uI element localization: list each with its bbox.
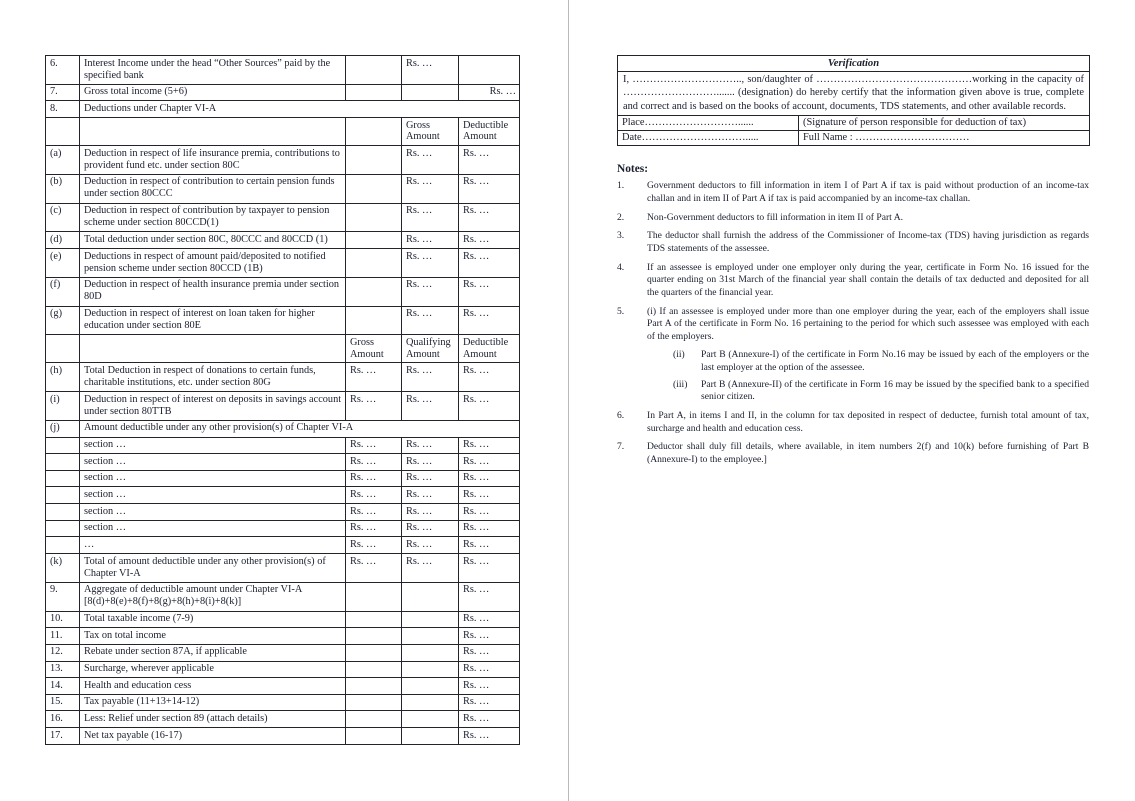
amount-cell-deductible[interactable]: Rs. … <box>459 504 520 521</box>
place-field-label[interactable]: Place………………………...... <box>618 116 799 131</box>
amount-cell-deductible[interactable]: Rs. … <box>459 363 520 392</box>
notes-list <box>617 180 1089 466</box>
note-item <box>617 230 1089 255</box>
row-item-number <box>46 470 80 487</box>
row-item-number: 8. <box>46 101 80 118</box>
table-row <box>46 363 520 392</box>
column-header-deductible-amount: Deductible Amount <box>459 335 520 363</box>
note-marker: 7. <box>617 441 625 453</box>
amount-cell-gross[interactable] <box>346 694 402 711</box>
row-description: Total of amount deductible under any other provision(s) of Chapter VI-A <box>80 554 346 583</box>
amount-cell-deductible[interactable]: Rs. … <box>459 277 520 306</box>
full-name-field-label[interactable]: Full Name : …………………………… <box>799 131 1090 146</box>
note-sub-text: Part B (Annexure-I) of the certificate in Form No.16 may be issued by each of the employers or the last employer at the option of the assessee. <box>701 349 1089 374</box>
row-description: section … <box>80 487 346 504</box>
row-item-number <box>46 520 80 537</box>
note-text: Non-Government deductors to fill information in item II of Part A. <box>647 211 904 223</box>
table-row <box>46 678 520 695</box>
table-row <box>46 582 520 611</box>
table-row <box>46 537 520 554</box>
row-description: Total Deduction in respect of donations to certain funds, charitable institutions, etc. under section 80G <box>80 363 346 392</box>
amount-cell-gross[interactable]: Rs. … <box>346 470 402 487</box>
amount-cell-gross[interactable]: Rs. … <box>346 454 402 471</box>
notes-heading: Notes: <box>617 163 648 176</box>
amount-cell-qualifying[interactable]: Rs. … <box>402 520 459 537</box>
row-item-number <box>46 454 80 471</box>
amount-cell-deductible[interactable]: Rs. … <box>459 611 520 628</box>
amount-cell-gross[interactable] <box>346 84 402 101</box>
amount-cell-gross[interactable]: Rs. … <box>346 554 402 583</box>
right-page-column <box>617 55 1089 473</box>
column-header-gross-amount: Gross Amount <box>402 118 459 146</box>
amount-cell-deductible[interactable]: Rs. … <box>459 678 520 695</box>
row-item-number <box>46 118 80 146</box>
form-table-body <box>46 56 520 745</box>
table-row <box>46 84 520 101</box>
row-item-number <box>46 504 80 521</box>
row-description: Deductions in respect of amount paid/deposited to notified pension scheme under section 80CCD (1B) <box>80 249 346 278</box>
amount-cell-deductible[interactable]: Rs. … <box>459 249 520 278</box>
row-item-number: (e) <box>46 249 80 278</box>
amount-cell-gross[interactable] <box>346 232 402 249</box>
amount-cell-deductible[interactable]: Rs. … <box>459 392 520 421</box>
amount-cell-qualifying[interactable]: Rs. … <box>402 232 459 249</box>
row-item-number: 17. <box>46 728 80 745</box>
amount-cell-deductible[interactable] <box>459 56 520 85</box>
table-row <box>46 420 520 437</box>
amount-cell-qualifying[interactable]: Rs. … <box>402 306 459 335</box>
row-description: section … <box>80 520 346 537</box>
note-text: If an assessee is employed under one employer only during the year, certificate in Form No. 16 issued for the quarter ending on 31st March of the financial year shall contain the details of tax deducted and deposited for all the quarters of the financial year. <box>647 261 1089 298</box>
table-row <box>46 306 520 335</box>
amount-cell-qualifying[interactable] <box>402 728 459 745</box>
amount-cell-gross[interactable] <box>346 249 402 278</box>
row-item-number: (k) <box>46 554 80 583</box>
amount-cell-qualifying[interactable] <box>402 661 459 678</box>
amount-cell-qualifying[interactable] <box>402 711 459 728</box>
page-divider <box>568 0 569 801</box>
note-marker: 1. <box>617 180 625 192</box>
amount-cell-deductible[interactable]: Rs. … <box>459 520 520 537</box>
table-row <box>46 454 520 471</box>
amount-cell-deductible[interactable]: Rs. … <box>459 454 520 471</box>
amount-cell-gross[interactable] <box>346 582 402 611</box>
note-marker: 6. <box>617 410 625 422</box>
table-row <box>46 711 520 728</box>
amount-cell-deductible[interactable]: Rs. … <box>459 711 520 728</box>
chapter-via-deductions-table <box>45 55 520 745</box>
note-item <box>617 441 1089 466</box>
amount-cell-deductible[interactable]: Rs. … <box>459 537 520 554</box>
table-row <box>46 249 520 278</box>
verification-place-row <box>618 116 1090 131</box>
note-sub-item <box>673 379 1089 404</box>
amount-cell-qualifying[interactable]: Rs. … <box>402 249 459 278</box>
row-description: … <box>80 537 346 554</box>
row-description: Less: Relief under section 89 (attach details) <box>80 711 346 728</box>
verification-body-text: I, ………………………….., son/daughter of ………………………………………working in the capacity of ………………………....... (designation) do hereby certify that the information given above is true, complete and correct and is based on the books of account, documents, TDS statements, and other available records. <box>618 72 1090 116</box>
row-item-number <box>46 335 80 363</box>
table-row <box>46 661 520 678</box>
table-row <box>46 437 520 454</box>
amount-cell-qualifying[interactable]: Rs. … <box>402 487 459 504</box>
note-marker: 2. <box>617 211 625 223</box>
row-item-number: 14. <box>46 678 80 695</box>
row-description: Interest Income under the head “Other Sources” paid by the specified bank <box>80 56 346 85</box>
table-row <box>46 232 520 249</box>
amount-cell-qualifying[interactable]: Rs. … <box>402 454 459 471</box>
row-description: Tax payable (11+13+14-12) <box>80 694 346 711</box>
note-marker: 3. <box>617 230 625 242</box>
amount-cell-gross[interactable] <box>346 56 402 85</box>
table-row <box>46 392 520 421</box>
row-description: section … <box>80 504 346 521</box>
row-item-number: (c) <box>46 203 80 232</box>
amount-cell-qualifying[interactable]: Rs. … <box>402 277 459 306</box>
table-row <box>46 174 520 203</box>
table-row <box>46 118 520 146</box>
row-description: section … <box>80 470 346 487</box>
row-item-number: 15. <box>46 694 80 711</box>
note-item <box>617 180 1089 205</box>
row-description: Deductions under Chapter VI-A <box>80 101 520 118</box>
date-field-label[interactable]: Date…………………………..... <box>618 131 799 146</box>
col-a-cell <box>346 118 402 146</box>
amount-cell-gross[interactable]: Rs. … <box>346 487 402 504</box>
table-row <box>46 504 520 521</box>
note-sub-text: Part B (Annexure-II) of the certificate in Form 16 may be issued by the specified bank to a specified senior citizen. <box>701 378 1089 403</box>
amount-cell-gross[interactable]: Rs. … <box>346 537 402 554</box>
row-description <box>80 335 346 363</box>
row-item-number: (i) <box>46 392 80 421</box>
amount-cell-qualifying[interactable]: Rs. … <box>402 470 459 487</box>
amount-cell-qualifying[interactable]: Rs. … <box>402 146 459 175</box>
amount-cell-qualifying[interactable]: Rs. … <box>402 363 459 392</box>
amount-cell-qualifying[interactable] <box>402 611 459 628</box>
note-item <box>617 306 1089 405</box>
table-row <box>46 694 520 711</box>
note-item <box>617 262 1089 300</box>
row-description: Total taxable income (7-9) <box>80 611 346 628</box>
amount-cell-deductible[interactable]: Rs. … <box>459 694 520 711</box>
amount-cell-qualifying[interactable]: Rs. … <box>402 537 459 554</box>
row-description: Health and education cess <box>80 678 346 695</box>
table-row <box>46 203 520 232</box>
amount-cell-gross[interactable] <box>346 146 402 175</box>
amount-cell-qualifying[interactable]: Rs. … <box>402 504 459 521</box>
amount-cell-gross[interactable]: Rs. … <box>346 504 402 521</box>
amount-cell-deductible[interactable]: Rs. … <box>459 232 520 249</box>
row-item-number <box>46 537 80 554</box>
amount-cell-qualifying[interactable]: Rs. … <box>402 437 459 454</box>
row-description: Rebate under section 87A, if applicable <box>80 644 346 661</box>
amount-cell-qualifying[interactable]: Rs. … <box>402 203 459 232</box>
column-header-qualifying-amount: Qualifying Amount <box>402 335 459 363</box>
row-description: Aggregate of deductible amount under Chapter VI-A [8(d)+8(e)+8(f)+8(g)+8(h)+8(i)+8(k)] <box>80 582 346 611</box>
amount-cell-deductible[interactable]: Rs. … <box>459 628 520 645</box>
verification-table <box>617 55 1090 146</box>
amount-cell-gross[interactable]: Rs. … <box>346 437 402 454</box>
amount-cell-qualifying[interactable]: Rs. … <box>402 174 459 203</box>
amount-cell-deductible[interactable]: Rs. … <box>459 582 520 611</box>
note-text: Deductor shall duly fill details, where available, in item numbers 2(f) and 10(k) before furnishing of Part B (Annexure-I) to the employee.] <box>647 441 1089 466</box>
column-header-gross-amount: Gross Amount <box>346 335 402 363</box>
row-item-number: 12. <box>46 644 80 661</box>
table-row <box>46 335 520 363</box>
table-row <box>46 611 520 628</box>
amount-cell-deductible[interactable]: Rs. … <box>459 487 520 504</box>
amount-cell-gross[interactable] <box>346 306 402 335</box>
amount-cell-gross[interactable]: Rs. … <box>346 363 402 392</box>
row-description: Deduction in respect of contribution to certain pension funds under section 80CCC <box>80 174 346 203</box>
row-item-number: 6. <box>46 56 80 85</box>
row-description: Deduction in respect of interest on loan taken for higher education under section 80E <box>80 306 346 335</box>
row-description <box>80 118 346 146</box>
table-row <box>46 644 520 661</box>
table-row <box>46 146 520 175</box>
note-item <box>617 410 1089 435</box>
amount-cell-deductible[interactable]: Rs. … <box>459 146 520 175</box>
verification-title: Verification <box>618 56 1090 72</box>
amount-cell-gross[interactable] <box>346 174 402 203</box>
row-item-number: (b) <box>46 174 80 203</box>
amount-cell-qualifying[interactable]: Rs. … <box>402 554 459 583</box>
amount-cell-deductible[interactable]: Rs. … <box>459 554 520 583</box>
row-item-number: (g) <box>46 306 80 335</box>
row-item-number: (d) <box>46 232 80 249</box>
row-description: Gross total income (5+6) <box>80 84 346 101</box>
row-item-number: (j) <box>46 420 80 437</box>
row-item-number <box>46 437 80 454</box>
amount-cell-qualifying[interactable] <box>402 582 459 611</box>
note-text: (i) If an assessee is employed under more than one employer during the year, each of the employers shall issue Part A of the certificate in Form No. 16 pertaining to the period for which such assessee was employed with each of the employers. (ii) Part B (Annexure-I) of the certificate in Form No.16 may be issued by each of the employers or the last employer at the option of the assessee. (iii) Part B (Annexure-II) of the certificate in Form 16 may be issued by the specified bank to a specified senior citizen. <box>647 305 1089 403</box>
amount-cell-qualifying[interactable] <box>402 84 459 101</box>
amount-cell-deductible[interactable]: Rs. … <box>459 174 520 203</box>
amount-cell-gross[interactable] <box>346 644 402 661</box>
row-description: Total deduction under section 80C, 80CCC and 80CCD (1) <box>80 232 346 249</box>
amount-cell-qualifying[interactable] <box>402 644 459 661</box>
table-row <box>46 56 520 85</box>
row-description: section … <box>80 454 346 471</box>
row-description: Amount deductible under any other provision(s) of Chapter VI-A <box>80 420 520 437</box>
row-description: Deduction in respect of life insurance premia, contributions to provident fund etc. under section 80C <box>80 146 346 175</box>
table-row <box>46 101 520 118</box>
note-text: The deductor shall furnish the address of the Commissioner of Income-tax (TDS) having jurisdiction as regards TDS statements of the assessee. <box>647 230 1089 254</box>
amount-cell-deductible[interactable]: Rs. … <box>459 728 520 745</box>
amount-cell-gross[interactable] <box>346 611 402 628</box>
amount-cell-gross[interactable]: Rs. … <box>346 392 402 421</box>
amount-cell-gross[interactable] <box>346 728 402 745</box>
verification-body-row <box>618 72 1090 116</box>
row-item-number: (a) <box>46 146 80 175</box>
signature-label: (Signature of person responsible for deduction of tax) <box>799 116 1090 131</box>
row-description: Net tax payable (16-17) <box>80 728 346 745</box>
table-row <box>46 554 520 583</box>
row-item-number: 7. <box>46 84 80 101</box>
row-item-number <box>46 487 80 504</box>
note-marker: 4. <box>617 261 625 273</box>
left-page-column <box>45 55 519 745</box>
amount-cell-gross[interactable] <box>346 711 402 728</box>
row-item-number: (h) <box>46 363 80 392</box>
amount-cell-deductible[interactable]: Rs. … <box>459 306 520 335</box>
amount-cell-gross[interactable]: Rs. … <box>346 520 402 537</box>
amount-cell-deductible[interactable]: Rs. … <box>459 203 520 232</box>
note-sub-marker: (iii) <box>673 378 688 390</box>
amount-cell-qualifying[interactable] <box>402 694 459 711</box>
note-text: Government deductors to fill information in item I of Part A if tax is paid without production of an income-tax challan and in item II of Part A if tax is paid accompanied by an income-tax challan. <box>647 180 1089 204</box>
table-row <box>46 277 520 306</box>
amount-cell-deductible[interactable]: Rs. … <box>459 437 520 454</box>
note-item <box>617 212 1089 225</box>
row-item-number: 10. <box>46 611 80 628</box>
amount-cell-deductible[interactable]: Rs. … <box>459 84 520 101</box>
column-header-deductible-amount: Deductible Amount <box>459 118 520 146</box>
note-marker: 5. <box>617 305 625 317</box>
row-description: section … <box>80 437 346 454</box>
row-description: Tax on total income <box>80 628 346 645</box>
amount-cell-deductible[interactable]: Rs. … <box>459 470 520 487</box>
table-row <box>46 487 520 504</box>
table-row <box>46 728 520 745</box>
row-item-number: 16. <box>46 711 80 728</box>
row-description: Deduction in respect of health insurance premia under section 80D <box>80 277 346 306</box>
table-row <box>46 628 520 645</box>
amount-cell-gross[interactable] <box>346 678 402 695</box>
table-row <box>46 520 520 537</box>
row-item-number: (f) <box>46 277 80 306</box>
row-description: Surcharge, wherever applicable <box>80 661 346 678</box>
row-description: Deduction in respect of contribution by taxpayer to pension scheme under section 80CCD(1) <box>80 203 346 232</box>
row-item-number: 13. <box>46 661 80 678</box>
verification-title-row <box>618 56 1090 72</box>
note-sub-item <box>673 349 1089 374</box>
amount-cell-deductible[interactable]: Rs. … <box>459 644 520 661</box>
row-description: Deduction in respect of interest on deposits in savings account under section 80TTB <box>80 392 346 421</box>
amount-cell-qualifying[interactable]: Rs. … <box>402 56 459 85</box>
amount-cell-gross[interactable] <box>346 277 402 306</box>
amount-cell-qualifying[interactable]: Rs. … <box>402 392 459 421</box>
row-item-number: 11. <box>46 628 80 645</box>
verification-date-row <box>618 131 1090 146</box>
amount-cell-gross[interactable] <box>346 661 402 678</box>
amount-cell-qualifying[interactable] <box>402 628 459 645</box>
note-sub-marker: (ii) <box>673 349 685 361</box>
note-text: In Part A, in items I and II, in the column for tax deposited in respect of deductee, furnish total amount of tax, surcharge and health and education cess. <box>647 410 1089 434</box>
amount-cell-gross[interactable] <box>346 203 402 232</box>
amount-cell-gross[interactable] <box>346 628 402 645</box>
amount-cell-deductible[interactable]: Rs. … <box>459 661 520 678</box>
row-item-number: 9. <box>46 582 80 611</box>
table-row <box>46 470 520 487</box>
amount-cell-qualifying[interactable] <box>402 678 459 695</box>
